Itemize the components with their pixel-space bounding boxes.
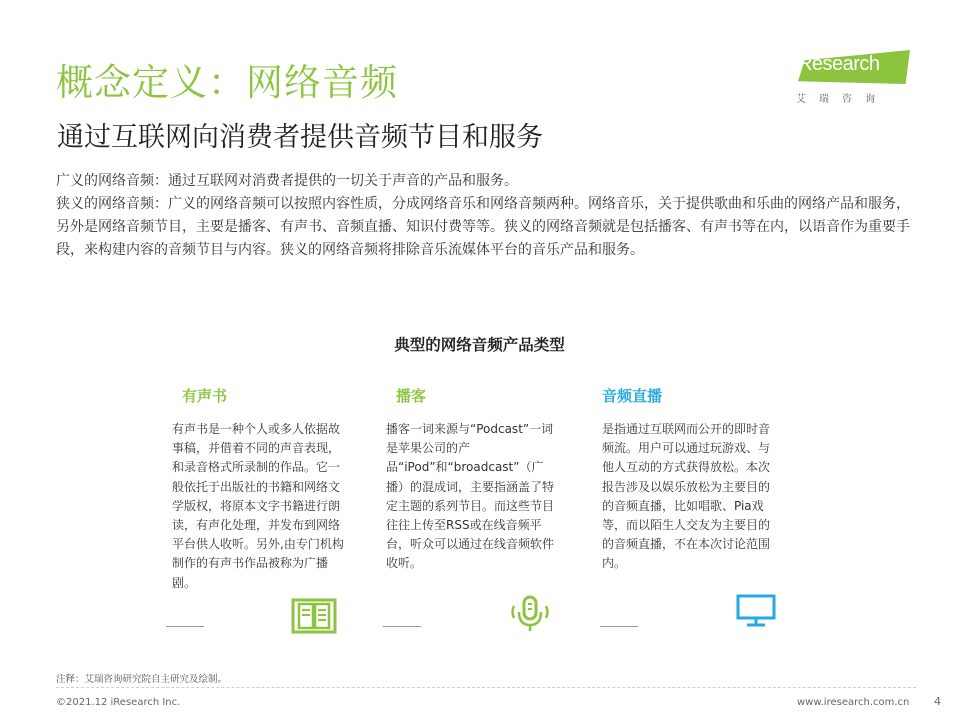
column-divider [383,626,421,627]
copyright: ©2021.12 iResearch Inc. [56,697,181,708]
broad-definition: 广义的网络音频：通过互联网对消费者提供的一切关于声音的产品和服务。 [56,173,518,189]
monitor-icon [736,594,776,628]
column-divider [166,626,204,627]
microphone-icon [509,594,551,634]
column-heading: 音频直播 [602,387,663,405]
column-podcast [386,385,561,574]
column-heading: 播客 [396,387,427,405]
footer-divider [56,687,916,689]
column-audiobook [172,385,347,593]
iresearch-logo [786,50,916,110]
logo-chinese-name: 艾瑞咨询 [796,94,888,105]
page-subtitle: 通过互联网向消费者提供音频节目和服务 [57,122,543,153]
column-divider [600,626,638,627]
column-body: 有声书是一种个人或多人依据故事稿，并借着不同的声音表现，和录音格式所录制的作品。它一般依托于出版社的书籍和网络文学版权，将原本文字书籍进行朗读，有声化处理，并发布到网络平台供人收听。另外,由专门机构制作的有声书作品被称为广播剧。 [172,422,344,590]
narrow-definition: 狭义的网络音频：广义的网络音频可以按照内容性质，分成网络音乐和网络音频两种。网络音乐，关于提供歌曲和乐曲的网络产品和服务，另外是网络音频节目，主要是播客、有声书、音频直播、知识付费等等。狭义的网络音频就是包括播客、有声书等在内，以语音作为重要手段，来构建内容的音频节目与内容。狭义的网络音频将排除音乐流媒体平台的音乐产品和服务。 [56,196,910,258]
logo-brand: iResearch [794,53,880,75]
intro-text [56,170,916,262]
column-body: 是指通过互联网而公开的即时音频流。用户可以通过玩游戏、与他人互动的方式获得放松。本次报告涉及以娱乐放松为主要目的的音频直播，比如唱歌、Pia戏等，而以陌生人交友为主要目的的音频直播，不在本次讨论范围内。 [602,422,771,571]
product-types-heading: 典型的网络音频产品类型 [394,336,565,354]
footnote: 注释：艾瑞咨询研究院自主研究及绘制。 [56,674,228,685]
column-heading: 有声书 [182,387,228,405]
page-title: 概念定义：网络音频 [56,61,398,104]
column-audio-live [602,385,770,574]
website-link[interactable]: www.iresearch.com.cn [797,697,910,708]
column-body: 播客一词来源与“Podcast”一词是苹果公司的产品“iPod”和“broadcast”（广播）的混成词，主要指涵盖了特定主题的系列节目。而这些节目往往上传至RSS或在线音频平台，听众可以通过在线音频软件收听。 [386,422,555,571]
page-number: 4 [934,695,941,708]
open-book-icon [291,598,337,634]
